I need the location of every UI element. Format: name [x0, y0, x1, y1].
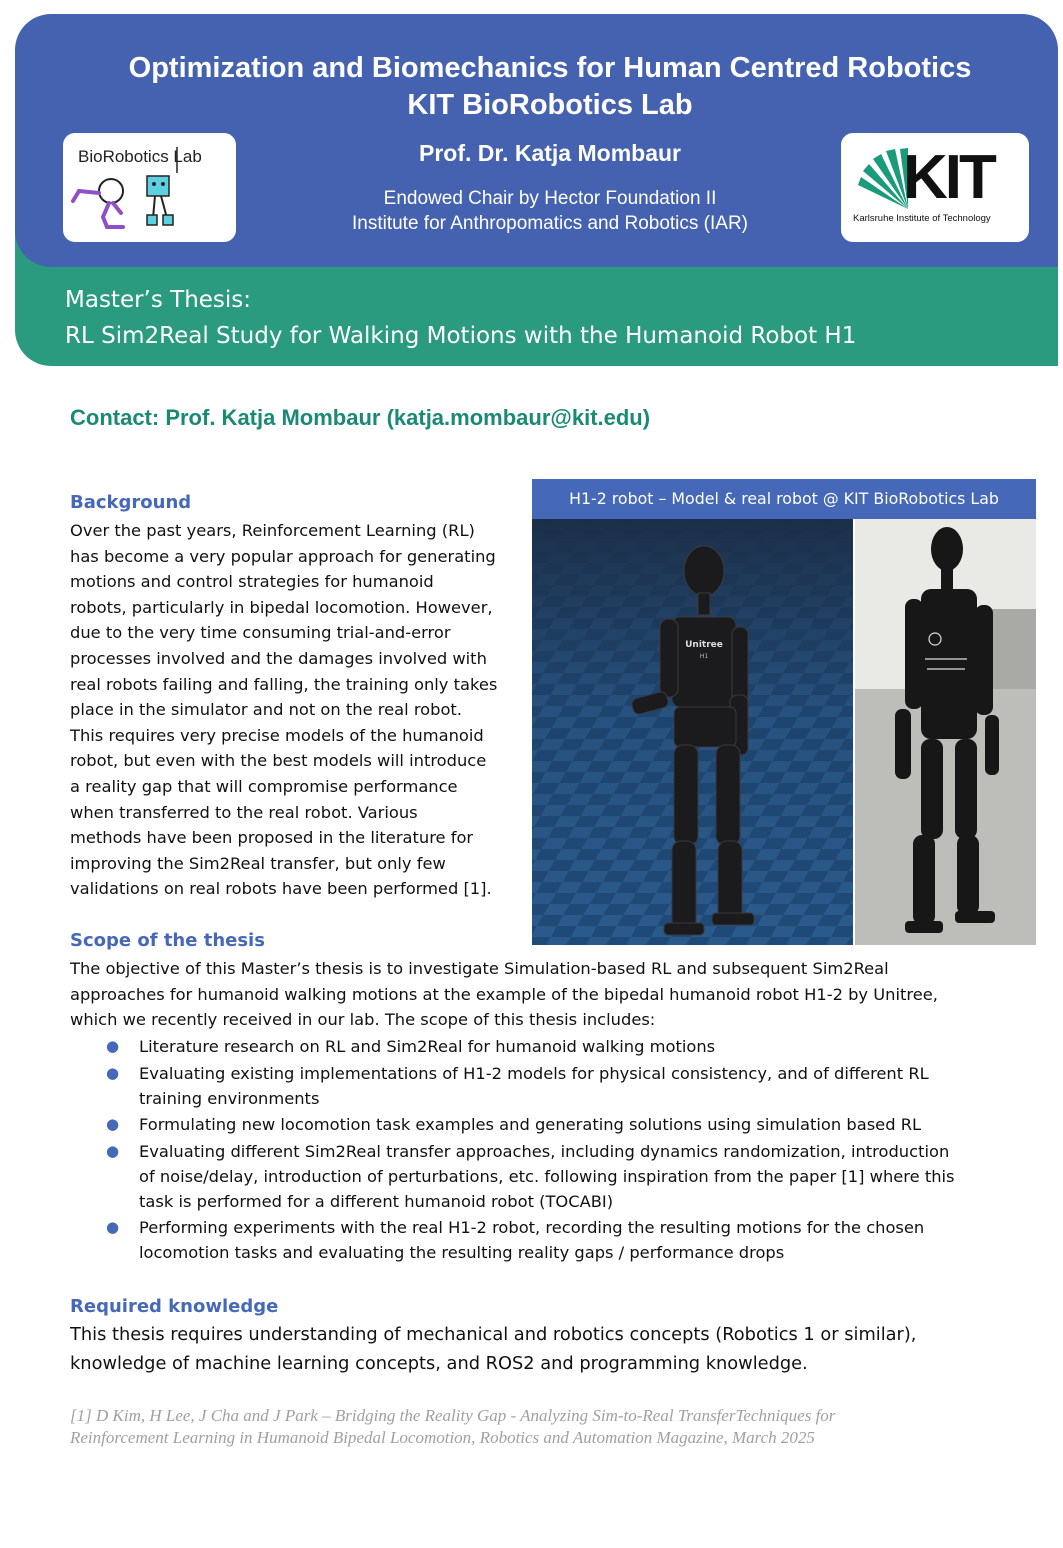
header-professor: Prof. Dr. Katja Mombaur: [419, 140, 681, 166]
header-chair: Endowed Chair by Hector Foundation II: [383, 188, 717, 209]
background-line: due to the very time consuming trial-and-error: [70, 623, 451, 643]
bullet-icon: ●: [106, 1037, 120, 1055]
biorobotics-logo-text: BioRobotics Lab: [78, 147, 202, 166]
bullet-icon: ●: [106, 1141, 120, 1160]
scope-line: The objective of this Master’s thesis is to investigate Simulation-based RL and subsequent Sim2Real: [70, 959, 889, 978]
required-text: [70, 1321, 1050, 1378]
kit-wordmark: KIT: [903, 143, 994, 212]
header-title: Optimization and Biomechanics for Human Centred Robotics: [128, 52, 972, 84]
list-item: [70, 1061, 1030, 1111]
sim-robot-brand: Unitree: [685, 640, 723, 650]
header-institute: Institute for Anthropomatics and Robotics (IAR): [351, 213, 748, 234]
real-robot-photo: [855, 519, 1036, 945]
list-item: [70, 1139, 1030, 1214]
background-line: motions and control strategies for humanoid: [70, 572, 434, 592]
kit-logo: [841, 133, 1029, 242]
biorobotics-lab-logo: [63, 133, 236, 242]
kit-subtitle: Karlsruhe Institute of Technology: [853, 213, 991, 224]
bullet-line: task is performed for a different humanoid robot (TOCABI): [139, 1191, 614, 1211]
scope-bullet-list: [70, 1034, 1030, 1267]
bullet-icon: ●: [106, 1063, 120, 1082]
list-item: [70, 1034, 1030, 1059]
background-line: validations on real robots have been performed [1].: [70, 879, 492, 899]
reference-line: [1] D Kim, H Lee, J Cha and J Park – Bridging the Reality Gap - Analyzing Sim-to-Real TransferTechniques for: [70, 1406, 836, 1425]
background-heading: Background: [70, 492, 192, 513]
list-item: [70, 1112, 1030, 1137]
header-lab-name: KIT BioRobotics Lab: [407, 89, 693, 121]
real-robot-icon: [855, 519, 1036, 945]
figure-caption: H1-2 robot – Model & real robot @ KIT BioRobotics Lab: [532, 479, 1036, 519]
list-item: [70, 1215, 1030, 1265]
background-line: place in the simulator and not on the real robot.: [70, 700, 462, 720]
bullet-line: locomotion tasks and evaluating the resulting reality gaps / performance drops: [139, 1243, 785, 1262]
bullet-line: Evaluating different Sim2Real transfer approaches, including dynamics randomization, introduction: [139, 1141, 950, 1161]
scope-intro: [70, 956, 1030, 1033]
background-line: methods have been proposed in the literature for: [70, 828, 474, 848]
bullet-icon: ●: [106, 1115, 120, 1133]
bullet-line: of noise/delay, introduction of perturbations, etc. following inspiration from the paper [1] where this: [139, 1166, 955, 1186]
background-text: [70, 518, 520, 902]
scope-line: which we recently received in our lab. The scope of this thesis includes:: [70, 1010, 656, 1030]
reference-line: Reinforcement Learning in Humanoid Bipedal Locomotion, Robotics and Automation Magazine, March 2025: [70, 1428, 815, 1447]
scope-heading: Scope of the thesis: [70, 930, 265, 951]
bullet-line: Formulating new locomotion task examples and generating solutions using simulation based RL: [139, 1115, 922, 1134]
bullet-line: Evaluating existing implementations of H1-2 models for physical consistency, and of different RL: [139, 1063, 929, 1083]
thesis-type-label: Master’s Thesis:: [65, 287, 252, 313]
required-heading: Required knowledge: [70, 1296, 279, 1317]
scope-line: approaches for humanoid walking motions at the example of the bipedal humanoid robot H1-2 by Unitree,: [70, 984, 938, 1004]
required-line: This thesis requires understanding of mechanical and robotics concepts (Robotics 1 or similar),: [70, 1324, 917, 1345]
contact-line: Contact: Prof. Katja Mombaur (katja.mombaur@kit.edu): [70, 405, 651, 430]
sim-robot-model: H1: [699, 653, 709, 660]
background-line: real robots failing and falling, the training only takes: [70, 674, 498, 694]
background-line: Over the past years, Reinforcement Learning (RL): [70, 521, 475, 540]
reference: [70, 1405, 1030, 1449]
background-line: robots, particularly in bipedal locomotion. However,: [70, 597, 493, 617]
bullet-line: training environments: [139, 1088, 320, 1108]
bullet-icon: ●: [106, 1218, 120, 1236]
background-line: This requires very precise models of the humanoid: [70, 725, 484, 745]
simulation-robot-image: [532, 519, 853, 945]
bullet-line: Performing experiments with the real H1-2 robot, recording the resulting motions for the chosen: [139, 1218, 925, 1237]
simulated-robot-icon: [532, 519, 853, 945]
thesis-title: RL Sim2Real Study for Walking Motions with the Humanoid Robot H1: [65, 323, 857, 349]
background-line: robot, but even with the best models will introduce: [70, 751, 487, 771]
background-line: a reality gap that will compromise performance: [70, 776, 458, 796]
biorobotics-characters-icon: [63, 133, 236, 242]
background-line: improving the Sim2Real transfer, but only few: [70, 853, 446, 873]
background-line: has become a very popular approach for generating: [70, 546, 496, 566]
background-line: when transferred to the real robot. Various: [70, 802, 418, 822]
background-line: processes involved and the damages involved with: [70, 648, 487, 668]
required-line: knowledge of machine learning concepts, and ROS2 and programming knowledge.: [70, 1352, 808, 1374]
bullet-line: Literature research on RL and Sim2Real for humanoid walking motions: [139, 1037, 716, 1056]
